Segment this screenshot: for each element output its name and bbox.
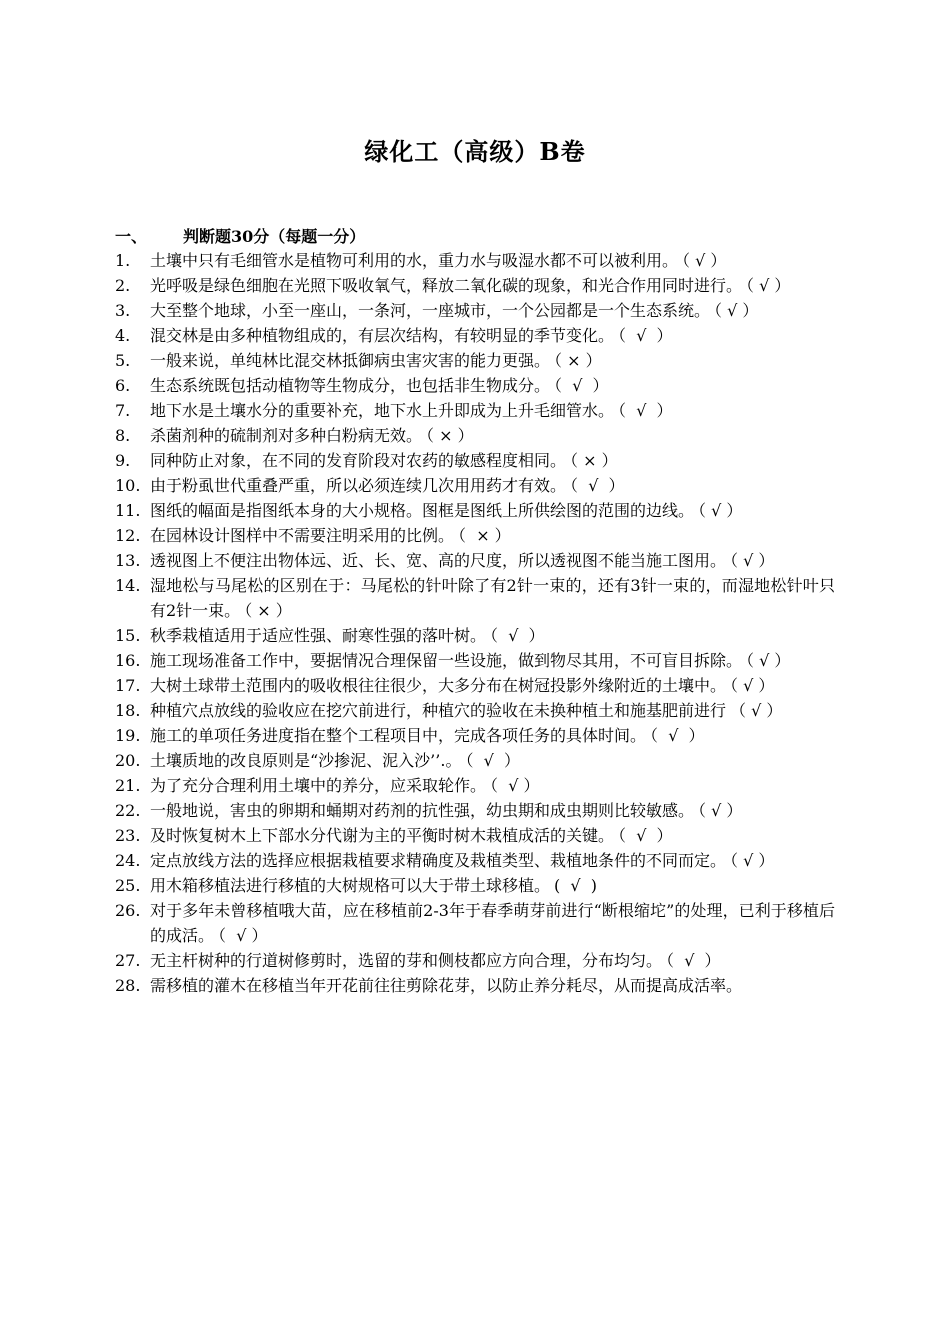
question-text: 透视图上不便注出物体远、近、长、宽、高的尺度，所以透视图不能当施工图用。 [150, 551, 727, 570]
answer-mark: （ √ ） [570, 476, 625, 495]
question-item [115, 548, 835, 573]
question-text: 混交林是由多种植物组成的，有层次结构，有较明显的季节变化。 [150, 326, 615, 345]
question-number: 21. [115, 776, 141, 795]
question-number: 8. [115, 426, 131, 445]
question-item [115, 448, 835, 473]
question-text: 种植穴点放线的验收应在挖穴前进行，种植穴的验收在未换种植土和施基肥前进行 [150, 701, 727, 720]
question-text: 土壤质地的改良原则是“沙掺泥、泥入沙’’.。 [150, 751, 462, 770]
question-text: 一般来说，单纯林比混交林抵御病虫害灾害的能力更强。 [150, 351, 551, 370]
question-text: 施工的单项任务进度指在整个工程项目中，完成各项任务的具体时间。 [150, 726, 647, 745]
question-number: 17. [115, 676, 141, 695]
question-number: 5. [115, 351, 131, 370]
answer-mark: （ × ） [554, 351, 602, 370]
answer-mark: （ √ ） [746, 651, 791, 670]
question-number: 26. [115, 901, 141, 920]
question-text: 定点放线方法的选择应根据栽植要求精确度及栽植类型、栽植地条件的不同而定。 [150, 851, 727, 870]
question-number: 27. [115, 951, 141, 970]
question-number: 9. [115, 451, 131, 470]
question-number: 6. [115, 376, 131, 395]
question-number: 20. [115, 751, 141, 770]
document-title: 绿化工（高级）B卷 [364, 137, 586, 166]
question-text: 对于多年未曾移植哦大苗，应在移植前2-3年于春季萌芽前进行“断根缩坨”的处理，已利于移植后的成活。 [150, 901, 835, 945]
question-text: 土壤中只有毛细管水是植物可利用的水，重力水与吸湿水都不可以被利用。 [150, 251, 679, 270]
question-number: 7. [115, 401, 131, 420]
question-number: 2. [115, 276, 131, 295]
question-item [115, 773, 835, 798]
answer-mark: （ × ） [570, 451, 618, 470]
answer-mark: （ √ ） [465, 751, 520, 770]
answer-mark: （ √ ） [698, 501, 743, 520]
question-text: 杀菌剂种的硫制剂对多种白粉病无效。 [150, 426, 423, 445]
question-number: 14. [115, 576, 141, 595]
question-item [115, 948, 835, 973]
question-number: 23. [115, 826, 141, 845]
question-item [115, 398, 835, 423]
question-item [115, 248, 835, 273]
question-text: 同种防止对象，在不同的发育阶段对农药的敏感程度相同。 [150, 451, 567, 470]
question-item [115, 798, 835, 823]
question-text: 湿地松与马尾松的区别在于：马尾松的针叶除了有2针一束的，还有3针一束的，而湿地松针叶只有2针一束。 [150, 576, 835, 620]
answer-mark: （ √ ） [618, 326, 673, 345]
question-item [115, 623, 835, 648]
question-text: 图纸的幅面是指图纸本身的大小规格。图框是图纸上所供绘图的范围的边线。 [150, 501, 695, 520]
answer-mark: （ × ） [458, 526, 511, 545]
question-item [115, 823, 835, 848]
question-item [115, 673, 835, 698]
answer-mark: （ × ） [244, 601, 292, 620]
question-item [115, 848, 835, 873]
question-number: 24. [115, 851, 141, 870]
answer-mark: （ √ ） [714, 301, 759, 320]
answer-mark: （ √ ） [618, 401, 673, 420]
question-number: 22. [115, 801, 141, 820]
question-text: 及时恢复树木上下部水分代谢为主的平衡时树木栽植成活的关键。 [150, 826, 615, 845]
question-number: 1. [115, 251, 131, 270]
question-item [115, 423, 835, 448]
question-number: 18. [115, 701, 141, 720]
question-text: 用木箱移植法进行移植的大树规格可以大于带土球移植。 [150, 876, 551, 895]
answer-mark: （ √ ） [554, 376, 609, 395]
question-item [115, 373, 835, 398]
question-text: 大至整个地球，小至一座山，一条河，一座城市，一个公园都是一个生态系统。 [150, 301, 711, 320]
question-item [115, 698, 835, 723]
answer-mark: （ √ ） [730, 851, 775, 870]
question-item [115, 273, 835, 298]
answer-mark: （ √ ） [666, 951, 721, 970]
answer-mark: （ √ ） [650, 726, 705, 745]
question-number: 10. [115, 476, 141, 495]
question-text: 地下水是土壤水分的重要补充，地下水上升即成为上升毛细管水。 [150, 401, 615, 420]
answer-mark: （ √ ） [730, 701, 783, 720]
question-number: 28. [115, 976, 141, 995]
question-item [115, 323, 835, 348]
question-number: 16. [115, 651, 141, 670]
question-number: 4. [115, 326, 131, 345]
question-item [115, 573, 835, 623]
question-item [115, 748, 835, 773]
answer-mark: （ √ ） [218, 926, 268, 945]
question-list [115, 248, 835, 998]
question-number: 3. [115, 301, 131, 320]
answer-mark: （ √ ） [698, 801, 743, 820]
question-text: 需移植的灌木在移植当年开花前往往剪除花芽，以防止养分耗尽，从而提高成活率。 [150, 976, 743, 995]
question-text: 施工现场准备工作中，要据情况合理保留一些设施，做到物尽其用，不可盲目拆除。 [150, 651, 743, 670]
question-number: 25. [115, 876, 141, 895]
question-item [115, 973, 835, 998]
question-item [115, 873, 835, 898]
question-number: 11. [115, 501, 141, 520]
question-text: 由于粉虱世代重叠严重，所以必须连续几次用用药才有效。 [150, 476, 567, 495]
question-text: 一般地说，害虫的卵期和蛹期对药剂的抗性强，幼虫期和成虫期则比较敏感。 [150, 801, 695, 820]
question-number: 12. [115, 526, 141, 545]
answer-mark: （ √ ） [490, 776, 540, 795]
section-heading [115, 224, 365, 247]
question-number: 19. [115, 726, 141, 745]
question-item [115, 648, 835, 673]
question-number: 13. [115, 551, 141, 570]
question-item [115, 523, 835, 548]
question-item [115, 473, 835, 498]
section-number: 一、 [115, 227, 148, 246]
question-text: 大树土球带土范围内的吸收根往往很少，大多分布在树冠投影外缘附近的土壤中。 [150, 676, 727, 695]
question-text: 无主杆树种的行道树修剪时，选留的芽和侧枝都应方向合理，分布均匀。 [150, 951, 663, 970]
answer-mark: ( √ ) [554, 876, 598, 895]
question-text: 秋季栽植适用于适应性强、耐寒性强的落叶树。 [150, 626, 487, 645]
question-item [115, 498, 835, 523]
question-text: 生态系统既包括动植物等生物成分，也包括非生物成分。 [150, 376, 551, 395]
answer-mark: （ √ ） [682, 251, 727, 270]
question-text: 在园林设计图样中不需要注明采用的比例。 [150, 526, 455, 545]
answer-mark: （ √ ） [618, 826, 673, 845]
section-title: 判断题30分（每题一分） [183, 227, 366, 246]
question-item [115, 298, 835, 323]
answer-mark: （ √ ） [730, 551, 775, 570]
question-item [115, 723, 835, 748]
answer-mark: （ √ ） [490, 626, 545, 645]
question-text: 光呼吸是绿色细胞在光照下吸收氧气，释放二氧化碳的现象，和光合作用同时进行。 [150, 276, 743, 295]
question-number: 15. [115, 626, 141, 645]
question-item [115, 348, 835, 373]
answer-mark: （ √ ） [746, 276, 791, 295]
question-item [115, 898, 835, 948]
question-text: 为了充分合理利用土壤中的养分，应采取轮作。 [150, 776, 487, 795]
answer-mark: （ × ） [426, 426, 474, 445]
answer-mark: （ √ ） [730, 676, 775, 695]
